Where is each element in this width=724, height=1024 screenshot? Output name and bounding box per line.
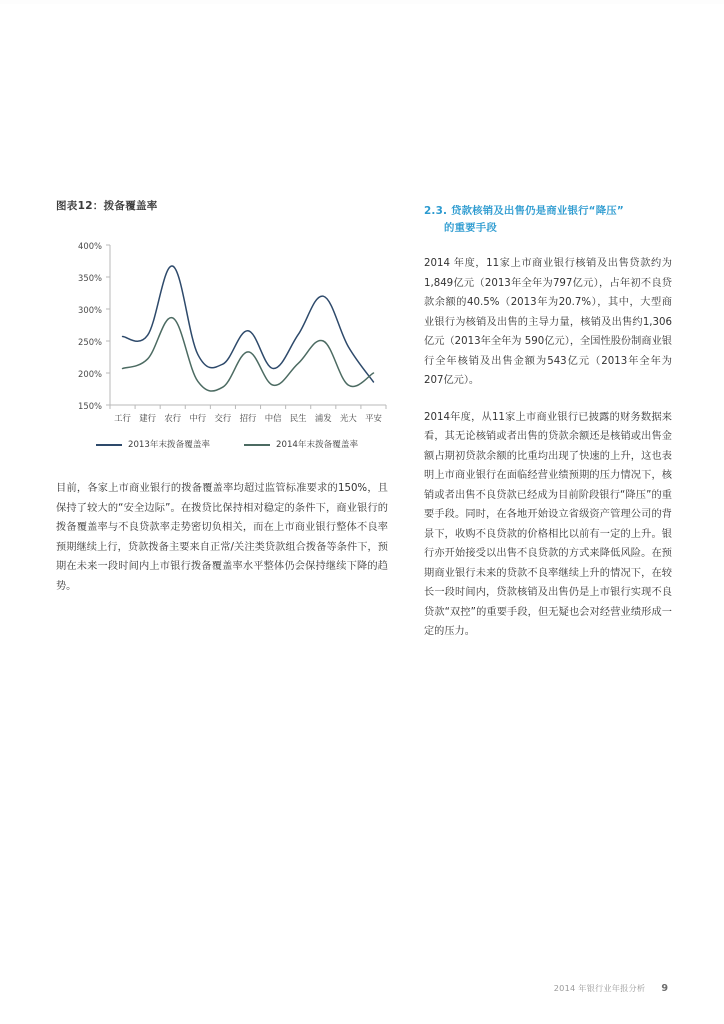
right-column-paragraph-2: 2014年度，从11家上市商业银行已披露的财务数据来看，其无论核销或者出售的贷款余额还是核销或出售金额占期初贷款余额的比重均出现了快速的上升，这也表明上市商业银行在面临经营业绩预期的压力情况下，核销或者出售不良贷款已经成为目前阶段银行“降压”的重要手段。同时，在各地开始设立省级资产管理公司的背景下，收购不良贷款的价格相比以前有一定的上升。银行亦开始接受以出售不良贷款的方式来降低风险。在预期商业银行未来的贷款不良率继续上升的情况下，在较长一段时间内，贷款核销及出售仍是上市银行实现不良贷款“双控”的重要手段，但无疑也会对经营业绩形成一定的压力。: [424, 411, 672, 637]
x-tick-label: 民生: [289, 413, 307, 423]
x-tick-label: 中信: [264, 413, 282, 423]
x-tick-label: 交行: [214, 413, 232, 423]
x-tick-label: 工行: [114, 413, 131, 423]
section-heading-line2: 的重要手段: [444, 222, 497, 234]
page-top-edge: [0, 0, 724, 4]
series-line-2013: [123, 266, 374, 382]
legend-label-2014: 2014年末拨备覆盖率: [276, 440, 359, 450]
section-heading-number: 2.3.: [424, 205, 448, 217]
footer-text: 2014 年银行业年报分析: [553, 983, 646, 993]
figure-title: 图表12：拨备覆盖率: [56, 200, 158, 212]
y-axis: [78, 241, 110, 411]
x-tick-label: 浦发: [314, 413, 332, 423]
right-column-paragraph-1: 2014 年度，11家上市商业银行核销及出售贷款约为1,849亿元（2013年全年为797亿元），占年初不良贷款余额的40.5%（2013年为20.7%），其中，大型商业银行为核销及出售的主导力量，核销及出售约1,306亿元（2013年全年为 590亿元），全国性股份制商业银行全年核销及出售金额为543亿元（2013年全年为207亿元）。: [424, 258, 672, 386]
left-column-paragraph: 目前，各家上市商业银行的拨备覆盖率均超过监管标准要求的150%，且保持了较大的“安全边际”。在拨贷比保持相对稳定的条件下，商业银行的拨备覆盖率与不良贷款率走势密切负相关，而在上市商业银行整体不良率预期继续上行，贷款拨备主要来自正常/关注类贷款组合拨备等条件下，预期在未来一段时间内上市银行拨备覆盖率水平整体仍会保持继续下降的趋势。: [56, 483, 388, 592]
x-tick-label: 平安: [365, 413, 382, 423]
chart-legend: [56, 441, 388, 450]
x-tick-label: 光大: [339, 413, 357, 423]
y-tick-label: 350%: [78, 273, 102, 283]
series-line-2014: [123, 318, 374, 391]
provision-coverage-chart: [56, 235, 388, 457]
chart-svg: [56, 235, 388, 435]
footer-page-number: 9: [661, 983, 668, 994]
legend-label-2013: 2013年末拨备覆盖率: [128, 440, 211, 450]
left-column: [56, 198, 388, 596]
page-footer: [554, 983, 668, 994]
y-tick-label: 400%: [78, 241, 102, 251]
x-tick-label: 中行: [189, 413, 207, 423]
x-axis: [110, 405, 386, 423]
y-tick-label: 200%: [78, 369, 102, 379]
series-lines: [123, 266, 374, 391]
legend-item-2014: [244, 441, 358, 450]
y-tick-label: 250%: [78, 337, 102, 347]
legend-swatch-2013: [96, 444, 122, 446]
section-heading: [424, 203, 672, 237]
right-column: [424, 203, 672, 642]
x-tick-label: 农行: [164, 413, 182, 423]
x-tick-label: 招行: [239, 413, 257, 423]
x-tick-label: 建行: [139, 413, 157, 423]
legend-item-2013: [96, 441, 210, 450]
section-heading-line1: 贷款核销及出售仍是商业银行“降压”: [450, 205, 624, 217]
y-tick-label: 150%: [78, 401, 102, 411]
legend-swatch-2014: [244, 444, 270, 446]
y-tick-label: 300%: [78, 305, 102, 315]
